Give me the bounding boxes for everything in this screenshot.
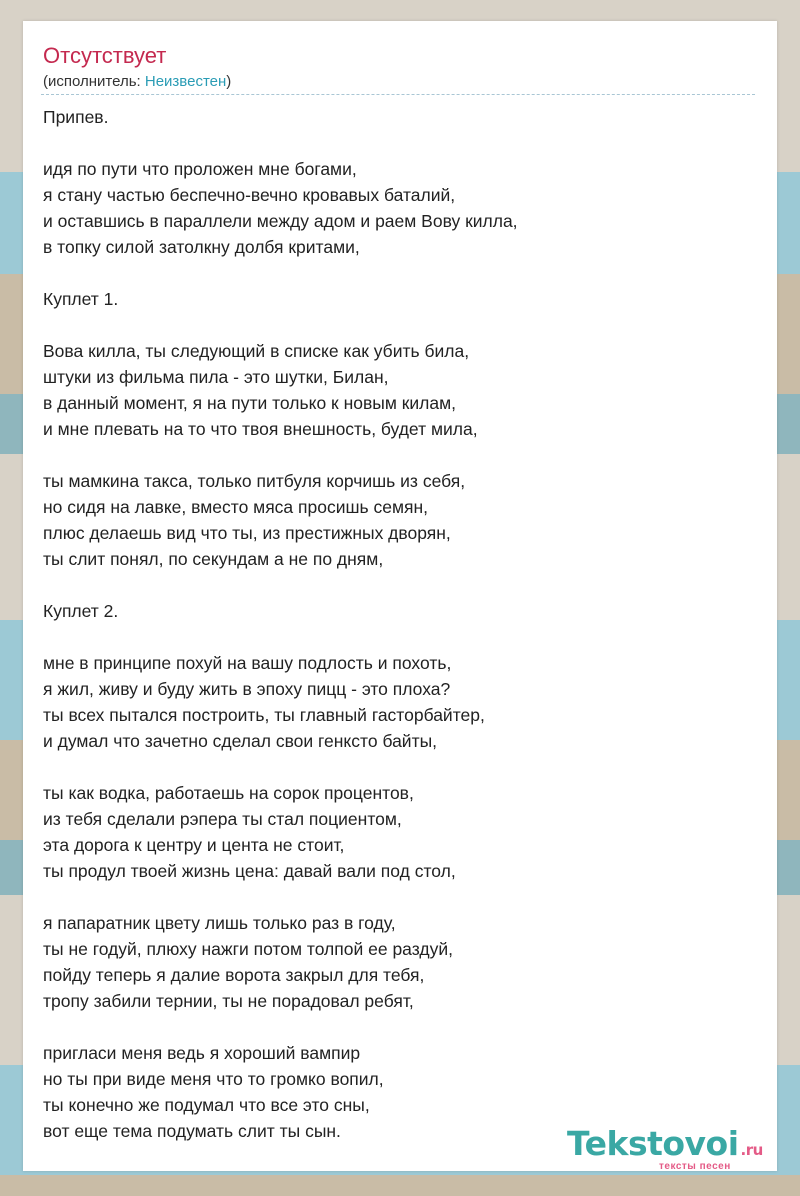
lyric-line: штуки из фильма пила - это шутки, Билан, — [43, 367, 389, 387]
lyric-line: Куплет 2. — [43, 601, 119, 621]
lyric-line — [43, 442, 757, 468]
artist-suffix: ) — [226, 73, 232, 90]
lyric-line: Припев. — [43, 107, 109, 127]
lyric-line: ты всех пытался построить, ты главный гасторбайтер, — [43, 705, 485, 725]
lyric-line: эта дорога к центру и цента не стоит, — [43, 835, 345, 855]
lyric-line: я стану частью беспечно-вечно кровавых баталий, — [43, 185, 456, 205]
artist-prefix: (исполнитель: — [43, 73, 145, 90]
lyric-line — [43, 130, 757, 156]
lyric-line — [43, 312, 757, 338]
lyric-line: но сидя на лавке, вместо мяса просишь семян, — [43, 497, 429, 517]
lyric-line: из тебя сделали рэпера ты стал поциентом, — [43, 809, 402, 829]
logo-tld: .ru — [740, 1141, 763, 1159]
lyric-line: плюс делаешь вид что ты, из престижных дворян, — [43, 523, 451, 543]
logo-tagline: тексты песен — [659, 1161, 731, 1172]
lyric-line: пригласи меня ведь я хороший вампир — [43, 1043, 361, 1063]
lyric-line: вот еще тема подумать слит ты сын. — [43, 1121, 341, 1141]
lyric-line: ты конечно же подумал что все это сны, — [43, 1095, 370, 1115]
stripe — [0, 1175, 800, 1196]
lyric-line: и оставшись в параллели между адом и раем Вову килла, — [43, 211, 518, 231]
song-title: Отсутствует — [43, 43, 167, 68]
lyric-line — [43, 1014, 757, 1040]
lyric-line: ты слит понял, по секундам а не по дням, — [43, 549, 384, 569]
lyric-line: и думал что зачетно сделал свои генксто байты, — [43, 731, 438, 751]
lyric-line: в данный момент, я на пути только к новым килам, — [43, 393, 457, 413]
site-logo[interactable] — [567, 1126, 777, 1170]
artist-line — [43, 72, 231, 92]
lyric-line: Вова килла, ты следующий в списке как убить била, — [43, 341, 470, 361]
artist-link[interactable]: Неизвестен — [144, 73, 227, 90]
lyric-line — [43, 624, 757, 650]
lyric-line: тропу забили тернии, ты не порадовал ребят, — [43, 991, 414, 1011]
lyrics-card — [23, 21, 777, 1171]
lyric-line: мне в принципе похуй на вашу подлость и похоть, — [43, 653, 452, 673]
lyric-line — [43, 754, 757, 780]
lyric-line: ты мамкина такса, только питбуля корчишь из себя, — [43, 471, 466, 491]
lyric-line: в топку силой затолкну долбя критами, — [43, 237, 360, 257]
lyric-line: ты не годуй, плюху нажги потом толпой ее раздуй, — [43, 939, 453, 959]
lyric-line — [43, 572, 757, 598]
lyric-line: ты продул твоей жизнь цена: давай вали под стол, — [43, 861, 456, 881]
lyric-line: Куплет 1. — [43, 289, 119, 309]
lyric-line: пойду теперь я далие ворота закрыл для тебя, — [43, 965, 425, 985]
lyric-line — [43, 260, 757, 286]
lyric-line — [43, 884, 757, 910]
logo-main-text: Tekstovoi — [567, 1124, 739, 1163]
lyric-line: я папаратник цвету лишь только раз в году, — [43, 913, 396, 933]
title-divider — [41, 94, 755, 95]
lyric-line: и мне плевать на то что твоя внешность, будет мила, — [43, 419, 478, 439]
lyrics-text — [43, 104, 757, 1144]
lyric-line: ты как водка, работаешь на сорок процентов, — [43, 783, 414, 803]
lyric-line: но ты при виде меня что то громко вопил, — [43, 1069, 384, 1089]
lyric-line: идя по пути что проложен мне богами, — [43, 159, 357, 179]
lyric-line: я жил, живу и буду жить в эпоху пицц - это плоха? — [43, 679, 451, 699]
